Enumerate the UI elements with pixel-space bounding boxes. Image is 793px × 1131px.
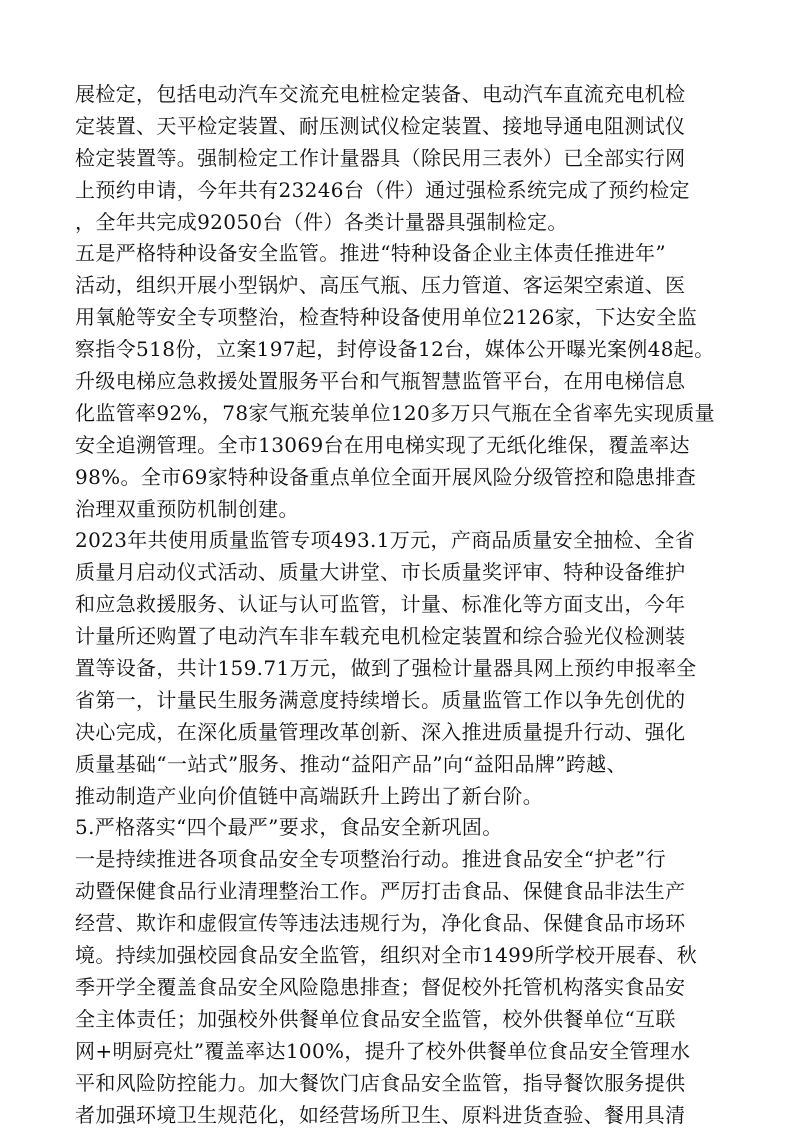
text-line: 网+明厨亮灶”覆盖率达100%，提升了校外供餐单位食品安全管理水 [75,1036,723,1068]
text-line: 平和风险防控能力。加大餐饮门店食品安全监管，指导餐饮服务提供 [75,1068,723,1100]
body-text [75,79,723,1131]
text-line: 98%。全市69家特种设备重点单位全面开展风险分级管控和隐患排查 [75,462,723,494]
text-line: 检定装置等。强制检定工作计量器具（除民用三表外）已全部实行网 [75,143,723,175]
text-line: 推动制造产业向价值链中高端跃升上跨出了新台阶。 [75,781,723,813]
paragraph-start-line: 五是严格特种设备安全监管。推进“特种设备企业主体责任推进年” [75,238,723,270]
text-line: 质量月启动仪式活动、质量大讲堂、市长质量奖评审、特种设备维护 [75,557,723,589]
text-line: 动暨保健食品行业清理整治工作。严厉打击食品、保健食品非法生产 [75,876,723,908]
text-line: 上预约申请，今年共有23246台（件）通过强检系统完成了预约检定 [75,175,723,207]
text-line: 升级电梯应急救援处置服务平台和气瓶智慧监管平台，在用电梯信息 [75,366,723,398]
text-line: ，全年共完成92050台（件）各类计量器具强制检定。 [75,207,723,239]
text-line: 计量所还购置了电动汽车非车载充电机检定装置和综合验光仪检测装 [75,621,723,653]
text-line: 治理双重预防机制创建。 [75,494,723,526]
text-line: 活动，组织开展小型锅炉、高压气瓶、压力管道、客运架空索道、医 [75,270,723,302]
section-heading: 5.严格落实“四个最严”要求，食品安全新巩固。 [75,812,723,844]
paragraph-start-line: 2023年共使用质量监管专项493.1万元，产商品质量安全抽检、全省 [75,525,723,557]
text-line: 决心完成，在深化质量管理改革创新、深入推进质量提升行动、强化 [75,717,723,749]
text-line: 置等设备，共计159.71万元，做到了强检计量器具网上预约申报率全 [75,653,723,685]
text-line: 季开学全覆盖食品安全风险隐患排查；督促校外托管机构落实食品安 [75,972,723,1004]
text-line: 用氧舱等安全专项整治，检查特种设备使用单位2126家，下达安全监 [75,302,723,334]
text-line: 展检定，包括电动汽车交流充电桩检定装备、电动汽车直流充电机检 [75,79,723,111]
text-line: 质量基础“一站式”服务、推动“益阳产品”向“益阳品牌”跨越、 [75,749,723,781]
text-line: 安全追溯管理。全市13069台在用电梯实现了无纸化维保，覆盖率达 [75,430,723,462]
text-line: 者加强环境卫生规范化，如经营场所卫生、原料进货查验、餐用具清 [75,1100,723,1131]
text-line: 境。持续加强校园食品安全监管，组织对全市1499所学校开展春、秋 [75,940,723,972]
paragraph-start-line: 一是持续推进各项食品安全专项整治行动。推进食品安全“护老”行 [75,844,723,876]
text-line: 察指令518份，立案197起，封停设备12台，媒体公开曝光案例48起。 [75,334,723,366]
text-line: 化监管率92%，78家气瓶充装单位120多万只气瓶在全省率先实现质量 [75,398,723,430]
text-line: 经营、欺诈和虚假宣传等违法违规行为，净化食品、保健食品市场环 [75,908,723,940]
text-line: 和应急救援服务、认证与认可监管，计量、标准化等方面支出，今年 [75,589,723,621]
text-line: 省第一，计量民生服务满意度持续增长。质量监管工作以争先创优的 [75,685,723,717]
text-line: 全主体责任；加强校外供餐单位食品安全监管，校外供餐单位“互联 [75,1004,723,1036]
text-line: 定装置、天平检定装置、耐压测试仪检定装置、接地导通电阻测试仪 [75,111,723,143]
